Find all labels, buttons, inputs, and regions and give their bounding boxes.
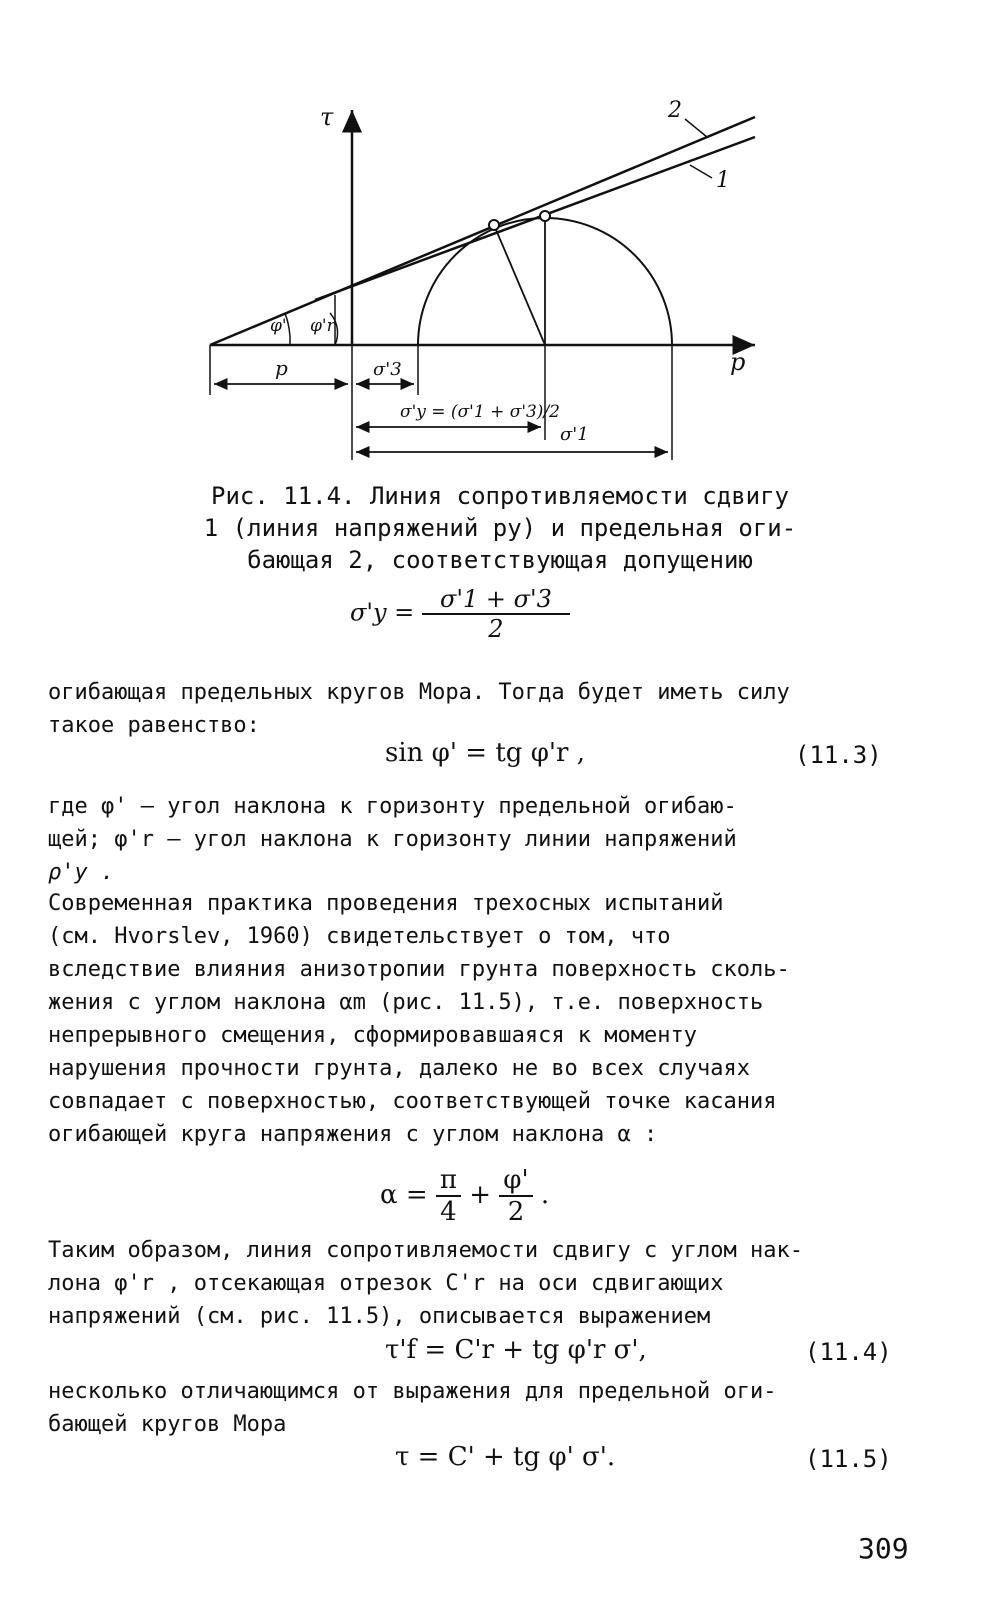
equation-11-3: sin φ' = tg φ'r , bbox=[385, 738, 586, 768]
caption-formula-lhs: σ'y = bbox=[350, 598, 415, 627]
paragraph-5 bbox=[48, 1375, 910, 1441]
equation-11-4: τ'f = C'r + tg φ'r σ', bbox=[385, 1335, 647, 1365]
figure-caption bbox=[150, 480, 850, 576]
alpha-formula bbox=[380, 1165, 549, 1227]
text-line: где φ' – угол наклона к горизонту предельной огибаю- bbox=[48, 794, 737, 819]
paragraph-3 bbox=[48, 887, 910, 1151]
text-line: ρ'y . bbox=[48, 860, 115, 885]
phi-angle-label: φ' bbox=[270, 316, 287, 336]
caption-line: Рис. 11.4. Линия сопротивляемости сдвигу bbox=[211, 482, 789, 510]
four: 4 bbox=[440, 1197, 457, 1227]
plus-sign: + bbox=[469, 1180, 492, 1210]
mohr-circle-figure bbox=[190, 95, 790, 470]
text-line: несколько отличающимся от выражения для предельной оги- bbox=[48, 1379, 777, 1404]
page-number: 309 bbox=[858, 1532, 909, 1565]
text-line: огибающая предельных кругов Мора. Тогда будет иметь силу bbox=[48, 680, 790, 705]
equation-11-5: τ = C' + tg φ' σ'. bbox=[395, 1442, 616, 1472]
text-line: огибающей круга напряжения с углом наклона α : bbox=[48, 1122, 658, 1147]
envelope-line-2 bbox=[210, 117, 755, 345]
text-line: Таким образом, линия сопротивляемости сдвигу с углом нак- bbox=[48, 1238, 803, 1263]
alpha-dot: . bbox=[540, 1180, 550, 1210]
text-line: (см. Hvorslev, 1960) свидетельствует о том, что bbox=[48, 924, 671, 949]
paragraph-1 bbox=[48, 676, 910, 742]
text-line: вследствие влияния анизотропии грунта поверхность сколь- bbox=[48, 957, 790, 982]
equation-11-5-number: (11.5) bbox=[805, 1445, 892, 1473]
text-line: такое равенство: bbox=[48, 713, 260, 738]
alpha-lhs: α = bbox=[380, 1180, 428, 1210]
p-axis-label: p bbox=[730, 348, 746, 376]
sigma-y-label: σ'y = (σ'1 + σ'3)/2 bbox=[400, 402, 560, 422]
caption-line: 1 (линия напряжений py) и предельная оги- bbox=[203, 514, 797, 542]
sigma1-label: σ'1 bbox=[560, 424, 589, 445]
sigma3-label: σ'3 bbox=[373, 359, 402, 380]
line-2-label: 2 bbox=[668, 98, 682, 123]
caption-fraction bbox=[422, 585, 570, 643]
line-1-label: 1 bbox=[716, 168, 730, 193]
phi-over-2 bbox=[499, 1165, 532, 1227]
text-line: бающей кругов Мора bbox=[48, 1412, 287, 1437]
equation-11-3-number: (11.3) bbox=[795, 741, 882, 769]
p-dimension-label: p bbox=[275, 356, 288, 380]
tangent-point bbox=[489, 220, 499, 230]
caption-fraction-num: σ'1 + σ'3 bbox=[422, 585, 570, 615]
pi-symbol: π bbox=[436, 1165, 461, 1197]
text-line: щей; φ'r – угол наклона к горизонту линии напряжений bbox=[48, 827, 737, 852]
phi-r-angle-label: φ'r bbox=[310, 316, 335, 336]
tau-axis-label: τ bbox=[320, 103, 334, 131]
caption-fraction-den: 2 bbox=[488, 615, 504, 643]
text-line: напряжений (см. рис. 11.5), описывается выражением bbox=[48, 1304, 711, 1329]
caption-line: бающая 2, соответствующая допущению bbox=[247, 546, 753, 574]
paragraph-4 bbox=[48, 1234, 910, 1333]
text-line: совпадает с поверхностью, соответствующей точке касания bbox=[48, 1089, 777, 1114]
text-line: Современная практика проведения трехосных испытаний bbox=[48, 891, 724, 916]
text-line: нарушения прочности грунта, далеко не во всех случаях bbox=[48, 1056, 750, 1081]
caption-formula bbox=[350, 585, 570, 643]
pi-over-4 bbox=[436, 1165, 461, 1227]
paragraph-2 bbox=[48, 790, 910, 889]
phi-symbol: φ' bbox=[499, 1165, 532, 1197]
text-line: лона φ'r , отсекающая отрезок C'r на оси сдвигающих bbox=[48, 1271, 724, 1296]
equation-11-4-number: (11.4) bbox=[805, 1338, 892, 1366]
text-line: непрерывного смещения, сформировавшаяся к моменту bbox=[48, 1023, 698, 1048]
top-point bbox=[540, 211, 550, 221]
text-line: жения с углом наклона αm (рис. 11.5), т.е. поверхность bbox=[48, 990, 764, 1015]
two: 2 bbox=[507, 1197, 525, 1227]
radius-to-tangent bbox=[494, 225, 545, 345]
